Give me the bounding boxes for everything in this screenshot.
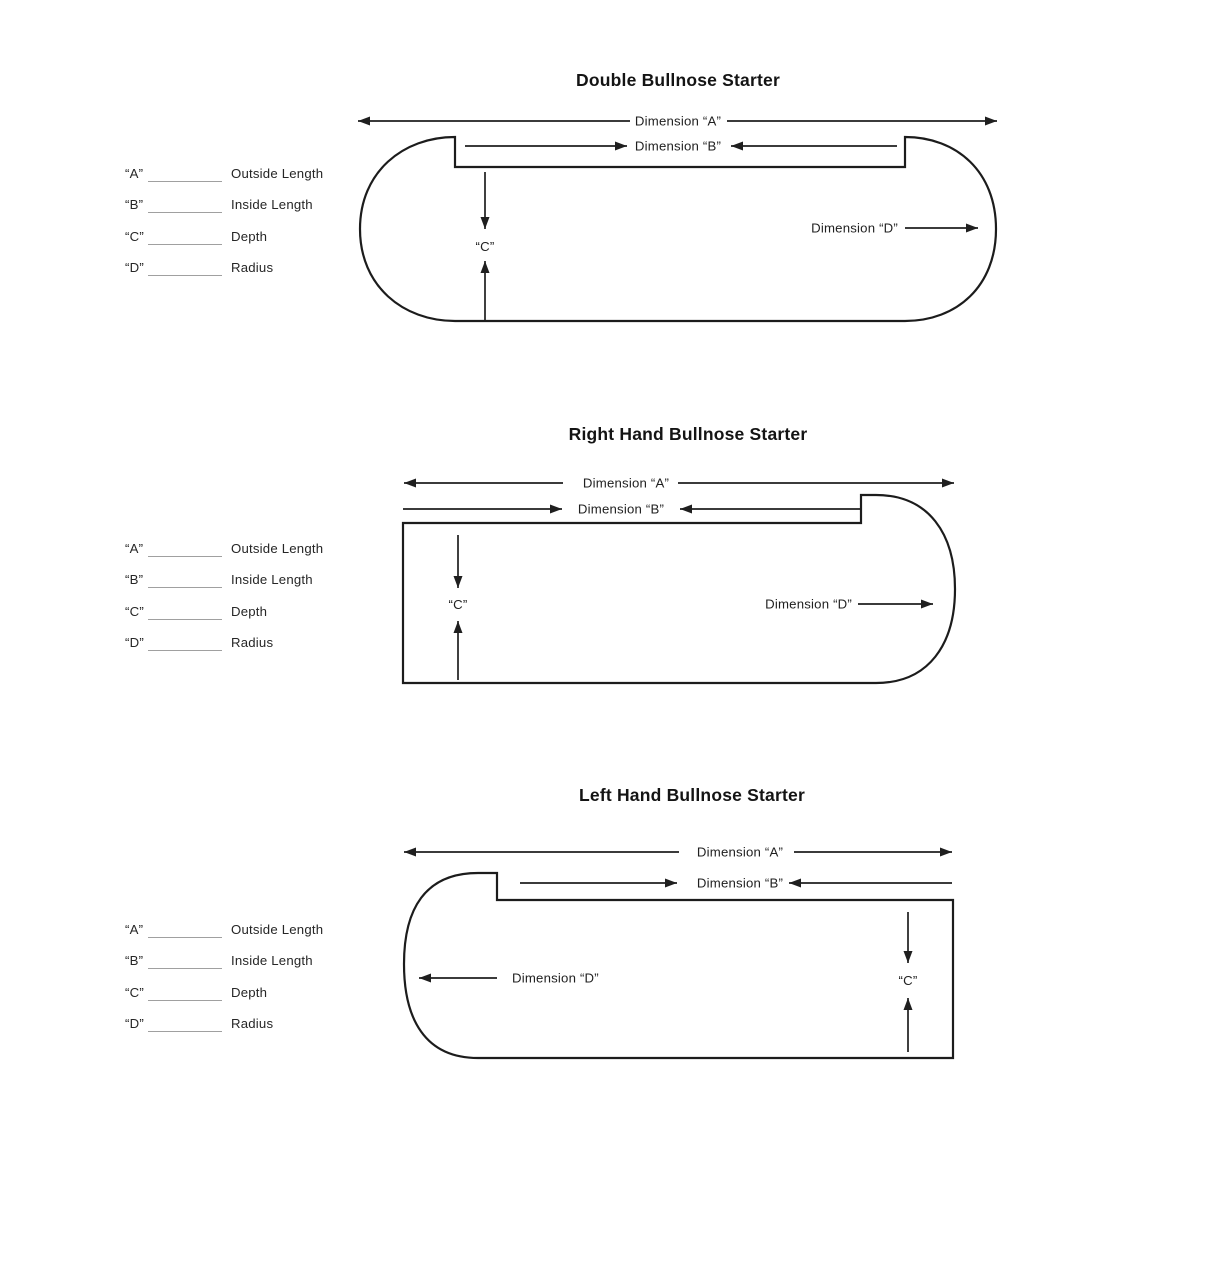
dimension-a-label: Dimension “A” [634, 113, 722, 129]
dimension-c-label: “C” [448, 597, 468, 612]
right-hand-bullnose-diagram [393, 413, 967, 697]
fill-in-blank [148, 541, 222, 557]
diagram-title: Double Bullnose Starter [576, 70, 780, 90]
dimension-d-arrow [811, 221, 978, 236]
dimension-a-label: Dimension “A” [696, 844, 784, 860]
dimension-description: Depth [231, 229, 268, 244]
dimension-d-arrow [765, 597, 933, 612]
fill-in-blank [148, 604, 222, 620]
fill-in-blank [148, 635, 222, 651]
fill-in-blank [148, 166, 222, 182]
measurement-row-c [125, 604, 267, 620]
dimension-description: Inside Length [231, 953, 313, 968]
measurement-row-c [125, 229, 267, 245]
dimension-description: Outside Length [231, 541, 324, 556]
dimension-d-label: Dimension “D” [512, 970, 599, 986]
dimension-b-arrow [403, 502, 860, 517]
dimension-c-label: “C” [898, 973, 918, 988]
dimension-letter: “A” [125, 922, 144, 937]
dimension-letter: “C” [125, 985, 144, 1000]
dimension-b-label: Dimension “B” [696, 875, 784, 891]
fill-in-blank [148, 985, 222, 1001]
double-bullnose-diagram [348, 56, 1012, 332]
dimension-description: Radius [231, 1016, 274, 1031]
dimension-c-arrow [476, 172, 495, 320]
dimension-a-label: Dimension “A” [582, 475, 670, 491]
dimension-description: Inside Length [231, 572, 313, 587]
fill-in-blank [148, 197, 222, 213]
measurement-row-a [125, 541, 323, 557]
right-hand-bullnose-outline [403, 495, 955, 683]
dimension-b-arrow [520, 876, 952, 891]
dimension-description: Depth [231, 604, 268, 619]
fill-in-blank [148, 1016, 222, 1032]
dimension-c-arrow [899, 912, 918, 1052]
dimension-letter: “B” [125, 953, 144, 968]
dimension-b-label: Dimension “B” [577, 501, 665, 517]
measurement-row-b [125, 572, 313, 588]
dimension-letter: “C” [125, 229, 144, 244]
dimension-letter: “A” [125, 541, 144, 556]
fill-in-blank [148, 229, 222, 245]
dimension-a-arrow [404, 476, 954, 491]
dimension-d-label: Dimension “D” [811, 220, 898, 236]
fill-in-blank [148, 953, 222, 969]
dimension-letter: “D” [125, 260, 144, 275]
measurement-row-d [125, 1016, 273, 1032]
dimension-description: Outside Length [231, 922, 324, 937]
dimension-letter: “D” [125, 1016, 144, 1031]
measurement-row-b [125, 953, 313, 969]
dimension-description: Radius [231, 260, 274, 275]
left-hand-bullnose-outline [404, 873, 953, 1058]
dimension-a-arrow [404, 845, 952, 860]
measurement-row-d [125, 635, 273, 651]
fill-in-blank [148, 260, 222, 276]
dimension-letter: “A” [125, 166, 144, 181]
dimension-letter: “B” [125, 197, 144, 212]
dimension-a-arrow [358, 114, 997, 129]
dimension-description: Outside Length [231, 166, 324, 181]
dimension-b-label: Dimension “B” [634, 138, 722, 154]
dimension-d-arrow [419, 971, 599, 986]
measurement-row-d [125, 260, 273, 276]
measurement-row-c [125, 985, 267, 1001]
dimension-description: Radius [231, 635, 274, 650]
dimension-d-label: Dimension “D” [765, 596, 852, 612]
dimension-b-arrow [465, 139, 897, 154]
dimension-description: Inside Length [231, 197, 313, 212]
dimension-letter: “C” [125, 604, 144, 619]
dimension-letter: “D” [125, 635, 144, 650]
dimension-letter: “B” [125, 572, 144, 587]
left-hand-bullnose-diagram [393, 773, 967, 1070]
diagram-title: Left Hand Bullnose Starter [579, 785, 805, 805]
measurement-row-b [125, 197, 313, 213]
fill-in-blank [148, 922, 222, 938]
dimension-description: Depth [231, 985, 268, 1000]
dimension-c-label: “C” [475, 239, 495, 254]
measurement-row-a [125, 166, 323, 182]
dimension-c-arrow [449, 535, 468, 680]
measurement-row-a [125, 922, 323, 938]
diagram-title: Right Hand Bullnose Starter [568, 424, 808, 444]
double-bullnose-outline [360, 137, 996, 321]
fill-in-blank [148, 572, 222, 588]
